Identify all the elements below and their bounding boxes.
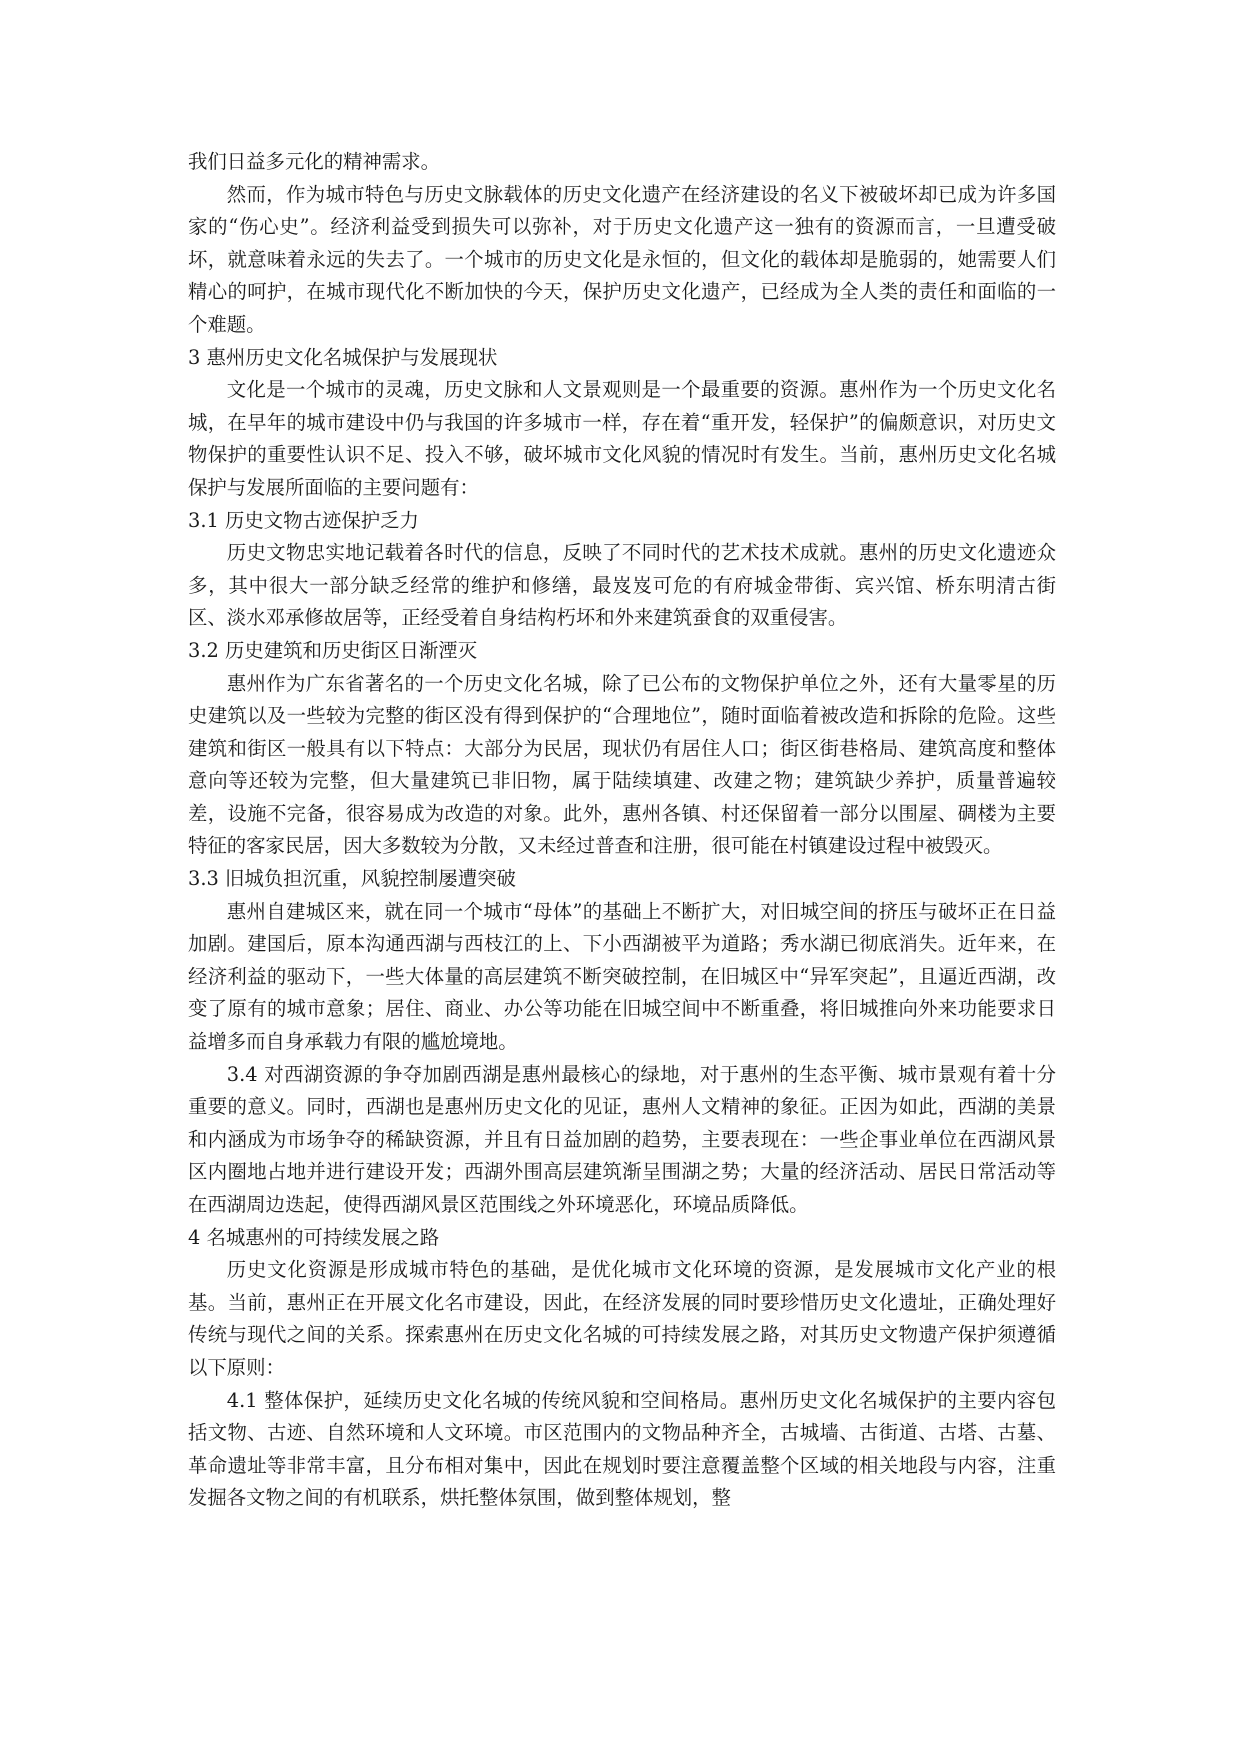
paragraph: 历史文物忠实地记载着各时代的信息，反映了不同时代的艺术技术成就。惠州的历史文化遗迹众多，其中很大一部分缺乏经常的维护和修缮，最岌岌可危的有府城金带街、宾兴馆、桥东明清古街区、淡水邓承修故居等，正经受着自身结构朽坏和外来建筑蚕食的双重侵害。 (188, 541, 1056, 630)
section-heading: 4 名城惠州的可持续发展之路 (188, 1225, 440, 1249)
paragraph: 文化是一个城市的灵魂，历史文脉和人文景观则是一个最重要的资源。惠州作为一个历史文化名城，在早年的城市建设中仍与我国的许多城市一样，存在着“重开发，轻保护”的偏颇意识，对历史文物保护的重要性认识不足、投入不够，破坏城市文化风貌的情况时有发生。当前，惠州历史文化名城保护与发展所面临的主要问题有： (188, 378, 1056, 499)
paragraph: 然而，作为城市特色与历史文脉载体的历史文化遗产在经济建设的名义下被破坏却已成为许多国家的“伤心史”。经济利益受到损失可以弥补，对于历史文化遗产这一独有的资源而言，一旦遭受破坏，就意味着永远的失去了。一个城市的历史文化是永恒的，但文化的载体却是脆弱的，她需要人们精心的呵护，在城市现代化不断加快的今天，保护历史文化遗产，已经成为全人类的责任和面临的一个难题。 (188, 182, 1056, 336)
document-body (188, 146, 1056, 1515)
subsection-heading: 3.3 旧城负担沉重，风貌控制屡遭突破 (188, 867, 516, 891)
paragraph: 惠州自建城区来，就在同一个城市“母体”的基础上不断扩大，对旧城空间的挤压与破坏正在日益加剧。建国后，原本沟通西湖与西枝江的上、下小西湖被平为道路；秀水湖已彻底消失。近年来，在经济利益的驱动下，一些大体量的高层建筑不断突破控制，在旧城区中“异军突起”，且逼近西湖，改变了原有的城市意象；居住、商业、办公等功能在旧城空间中不断重叠，将旧城推向外来功能要求日益增多而自身承载力有限的尴尬境地。 (188, 899, 1056, 1054)
paragraph: 3.4 对西湖资源的争夺加剧西湖是惠州最核心的绿地，对于惠州的生态平衡、城市景观有着十分重要的意义。同时，西湖也是惠州历史文化的见证，惠州人文精神的象征。正因为如此，西湖的美景和内涵成为市场争夺的稀缺资源，并且有日益加剧的趋势，主要表现在：一些企事业单位在西湖风景区内圈地占地并进行建设开发；西湖外围高层建筑渐呈围湖之势；大量的经济活动、居民日常活动等在西湖周边迭起，使得西湖风景区范围线之外环境恶化，环境品质降低。 (188, 1062, 1056, 1216)
paragraph: 惠州作为广东省著名的一个历史文化名城，除了已公布的文物保护单位之外，还有大量零星的历史建筑以及一些较为完整的街区没有得到保护的“合理地位”，随时面临着被改造和拆除的危险。这些建筑和街区一般具有以下特点：大部分为民居，现状仍有居住人口；街区街巷格局、建筑高度和整体意向等还较为完整，但大量建筑已非旧物，属于陆续填建、改建之物；建筑缺少养护，质量普遍较差，设施不完备，很容易成为改造的对象。此外，惠州各镇、村还保留着一部分以围屋、碉楼为主要特征的客家民居，因大多数较为分散，又未经过普查和注册，很可能在村镇建设过程中被毁灭。 (188, 671, 1056, 858)
subsection-heading: 3.1 历史文物古迹保护乏力 (188, 508, 419, 532)
section-heading: 3 惠州历史文化名城保护与发展现状 (188, 345, 498, 369)
paragraph: 4.1 整体保护，延续历史文化名城的传统风貌和空间格局。惠州历史文化名城保护的主要内容包括文物、古迹、自然环境和人文环境。市区范围内的文物品种齐全，古城墙、古街道、古塔、古墓、革命遗址等非常丰富，且分布相对集中，因此在规划时要注意覆盖整个区域的相关地段与内容，注重发掘各文物之间的有机联系，烘托整体氛围，做到整体规划，整 (188, 1388, 1056, 1510)
subsection-heading: 3.2 历史建筑和历史街区日渐湮灭 (188, 638, 478, 662)
paragraph: 历史文化资源是形成城市特色的基础，是优化城市文化环境的资源，是发展城市文化产业的根基。当前，惠州正在开展文化名市建设，因此，在经济发展的同时要珍惜历史文化遗址，正确处理好传统与现代之间的关系。探索惠州在历史文化名城的可持续发展之路，对其历史文物遗产保护须遵循以下原则： (188, 1258, 1056, 1379)
paragraph-continued: 我们日益多元化的精神需求。 (188, 150, 441, 173)
